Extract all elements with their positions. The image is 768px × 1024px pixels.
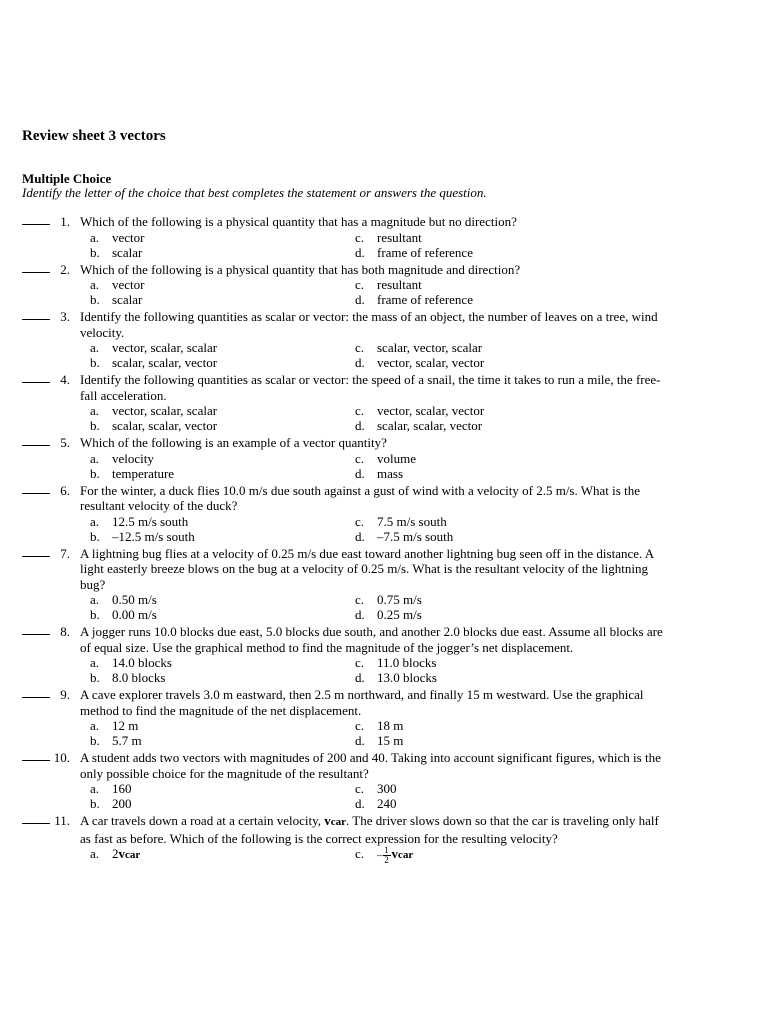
choices <box>90 514 690 544</box>
question-stem: Which of the following is an example of a vector quantity? <box>80 435 387 450</box>
question-stem: A car travels down a road at a certain velocity, vcar. The driver slows down so that the car is traveling only half as fast as before. Which of the following is the correct expression for the resulting velocity? <box>80 813 659 846</box>
question-stem: Identify the following quantities as scalar or vector: the mass of an object, the number of leaves on a tree, wind velocity. <box>80 309 658 340</box>
choice-a: a. vector, scalar, scalar <box>90 340 218 355</box>
question-11 <box>0 813 768 865</box>
choice-a: a. velocity <box>90 450 154 466</box>
question-number: 11. <box>54 813 70 828</box>
question-10 <box>0 750 768 811</box>
choices <box>90 781 690 811</box>
choices <box>90 592 690 622</box>
choices <box>90 451 690 481</box>
question-1 <box>0 214 768 260</box>
question-3 <box>0 309 768 370</box>
choices <box>90 277 690 307</box>
choices <box>90 718 690 748</box>
choice-b: b. scalar, scalar, vector <box>90 418 218 433</box>
choice-b: b. –12.5 m/s south <box>90 528 195 544</box>
question-stem: Which of the following is a physical quantity that has both magnitude and direction? <box>80 261 521 277</box>
page-title: Review sheet 3 vectors <box>22 128 166 144</box>
question-9 <box>0 687 768 748</box>
question-number: 7. <box>60 545 70 561</box>
choice-a: a. 12.5 m/s south <box>90 513 189 529</box>
section-title: Multiple Choice <box>22 171 112 186</box>
instructions: Identify the letter of the choice that best completes the statement or answers the question. <box>22 185 487 200</box>
choice-b: b. scalar, scalar, vector <box>90 355 218 370</box>
choice-d: d. mass <box>355 465 403 481</box>
choice-b: b. scalar <box>90 292 143 307</box>
choices <box>90 403 690 433</box>
choice-a: a. vector, scalar, scalar <box>90 403 218 418</box>
answer-blank[interactable] <box>22 624 50 635</box>
choice-d: d. –7.5 m/s south <box>355 528 454 544</box>
choice-a: a. 12 m <box>90 718 139 733</box>
choices <box>90 846 690 865</box>
question-4 <box>0 372 768 433</box>
question-number: 1. <box>60 214 70 229</box>
choice-d: d. frame of reference <box>355 244 473 260</box>
question-stem: A jogger runs 10.0 blocks due east, 5.0 blocks due south, and another 2.0 blocks due east. Assume all blocks are of equal size. Use the graphical method to find the magnitude of the jogger’s net displacement. <box>80 624 663 655</box>
answer-blank[interactable] <box>22 435 50 446</box>
answer-blank[interactable] <box>22 813 50 824</box>
choice-b: b. 200 <box>90 796 132 811</box>
question-stem: A student adds two vectors with magnitudes of 200 and 40. Taking into account significant figures, which is the only possible choice for the magnitude of the resultant? <box>80 750 661 781</box>
choice-b: b. temperature <box>90 465 175 481</box>
question-number: 2. <box>60 261 70 277</box>
question-number: 3. <box>60 309 70 324</box>
choice-b: b. scalar <box>90 244 143 260</box>
question-number: 9. <box>60 687 70 702</box>
choice-c: c. scalar, vector, scalar <box>355 340 483 355</box>
answer-blank[interactable] <box>22 262 50 273</box>
choice-c: c. 300 <box>355 781 397 796</box>
answer-blank[interactable] <box>22 214 50 225</box>
choices <box>90 340 690 370</box>
question-number: 5. <box>60 435 70 450</box>
choice-a: a. 0.50 m/s <box>90 592 157 607</box>
question-5 <box>0 435 768 481</box>
fraction-one-half: $\frac{1}{2}$ <box>384 845 389 865</box>
choice-d: d. vector, scalar, vector <box>355 355 485 370</box>
choice-a: a. vector <box>90 277 145 292</box>
choice-b: b. 0.00 m/s <box>90 607 157 622</box>
question-stem: Identify the following quantities as scalar or vector: the speed of a snail, the time it takes to run a mile, the free-fall acceleration. <box>80 372 661 403</box>
choice-d: d. scalar, scalar, vector <box>355 418 483 433</box>
choice-d: d. 240 <box>355 796 397 811</box>
choices <box>90 230 690 260</box>
question-stem: A lightning bug flies at a velocity of 0.25 m/s due east toward another lightning bug seen off in the distance. A light easterly breeze blows on the bug at a velocity of 0.25 m/s. What is the resultant velocity of the lightning bug? <box>80 545 654 592</box>
choice-c: c. 0.75 m/s <box>355 592 422 607</box>
choice-c: c. volume <box>355 450 416 466</box>
choice-a: a. 14.0 blocks <box>90 655 172 670</box>
question-number: 4. <box>60 372 70 387</box>
choice-a: a. vector <box>90 229 145 245</box>
choice-c: c. 11.0 blocks <box>355 655 437 670</box>
question-stem: Which of the following is a physical quantity that has a magnitude but no direction? <box>80 214 517 229</box>
choice-c: c. 7.5 m/s south <box>355 513 447 529</box>
answer-blank[interactable] <box>22 750 50 761</box>
question-6 <box>0 483 768 544</box>
choice-a: a. 160 <box>90 781 132 796</box>
choice-c: c. 18 m <box>355 718 404 733</box>
choice-c: c. resultant <box>355 229 422 245</box>
question-7 <box>0 546 768 623</box>
choices <box>90 655 690 685</box>
choice-d: d. 13.0 blocks <box>355 670 437 685</box>
choice-a: a. 2vcar <box>90 846 141 861</box>
choice-c: c. – $\frac{1}{2}$ vcar <box>355 845 414 865</box>
question-8 <box>0 624 768 685</box>
question-list <box>0 214 768 865</box>
question-2 <box>0 262 768 308</box>
choice-d: d. 0.25 m/s <box>355 607 422 622</box>
choice-c: c. vector, scalar, vector <box>355 403 485 418</box>
question-number: 10. <box>53 750 70 765</box>
question-stem: A cave explorer travels 3.0 m eastward, then 2.5 m northward, and finally 15 m westward. Use the graphical method to find the magnitude of the net displacement. <box>80 687 644 718</box>
question-stem: For the winter, a duck flies 10.0 m/s due south against a gust of wind with a velocity of 2.5 m/s. What is the resultant velocity of the duck? <box>80 482 640 513</box>
answer-blank[interactable] <box>22 483 50 494</box>
velocity-symbol: vcar <box>324 813 347 828</box>
question-number: 8. <box>60 624 70 639</box>
choice-b: b. 8.0 blocks <box>90 670 166 685</box>
choice-d: d. 15 m <box>355 733 404 748</box>
answer-blank[interactable] <box>22 372 50 383</box>
choice-d: d. frame of reference <box>355 292 473 307</box>
answer-blank[interactable] <box>22 546 50 557</box>
answer-blank[interactable] <box>22 309 50 320</box>
choice-c: c. resultant <box>355 277 422 292</box>
answer-blank[interactable] <box>22 687 50 698</box>
question-number: 6. <box>60 482 70 498</box>
choice-b: b. 5.7 m <box>90 733 142 748</box>
